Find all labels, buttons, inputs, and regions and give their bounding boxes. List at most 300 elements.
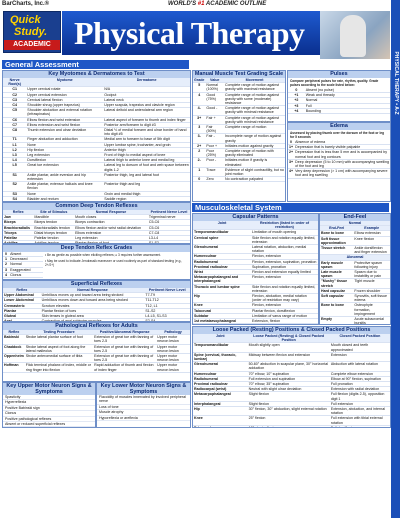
capsular-head: Capsular Patterns xyxy=(193,214,318,221)
table-cell: Ankle plantar, ankle eversion and hip extension xyxy=(26,172,103,181)
table-cell: Flick terminal phalanx of index, middle or ring finger into flexion xyxy=(25,363,93,372)
table-cell: C2 xyxy=(3,92,26,97)
table-cell: Poor - xyxy=(205,158,224,167)
table-cell: +4 xyxy=(288,108,305,113)
table-row xyxy=(3,128,190,137)
table-cell: Extension with radial deviation xyxy=(330,387,390,392)
table-cell: Cervical lateral flexion xyxy=(26,97,103,102)
table-cell: S4 xyxy=(3,196,26,201)
table-row xyxy=(193,425,390,428)
quickstudy-logo xyxy=(3,11,61,53)
table-row xyxy=(320,303,390,317)
table-cell: Posterior thigh and leg xyxy=(103,182,190,191)
table-cell: 1+ xyxy=(289,145,294,150)
table-cell: +1 xyxy=(288,93,305,98)
endfeel-head: End-Feel xyxy=(320,214,390,221)
table-row xyxy=(193,106,285,115)
table-cell: Clonus xyxy=(9,272,43,277)
endfeel-subhead: Normal xyxy=(320,221,390,226)
table-cell: 0 xyxy=(3,252,9,257)
table-cell: Posterior arm/forearm to digit #3 xyxy=(103,122,190,127)
list-item: Positive Babinski sign xyxy=(3,406,95,411)
table-cell: Normal xyxy=(305,98,390,103)
logo-line-1: Quick xyxy=(10,14,41,26)
table-row xyxy=(320,317,390,325)
table-row xyxy=(193,407,390,416)
table-cell: Upper motor neuron lesion xyxy=(156,335,190,344)
table-row xyxy=(320,260,390,269)
table-row xyxy=(3,363,190,372)
table-cell: Normal xyxy=(9,262,43,267)
column-header: Pathology xyxy=(156,330,190,335)
column-header: Pertinent Nerve Level xyxy=(148,210,190,215)
table-row xyxy=(193,125,285,134)
column-header: Myotome xyxy=(26,78,103,87)
table-cell: Plantar flexion of toes xyxy=(41,308,145,313)
table-row xyxy=(320,236,390,245)
grades-notes xyxy=(43,252,190,278)
table-cell: Oppenheim xyxy=(3,354,25,363)
table-cell: 2- xyxy=(193,158,205,167)
table-cell: Upper motor neuron lesion xyxy=(156,354,190,363)
column-header: Joint xyxy=(193,334,248,343)
table-cell: Extension, flexion xyxy=(251,319,318,324)
myotomes-box xyxy=(2,70,191,202)
table-cell: Glenohumeral xyxy=(193,245,251,254)
superficial-head: Superficial Reflexes xyxy=(3,281,190,288)
table-cell: Spine (cervical, thoracic, lumbar) xyxy=(193,352,248,361)
table-cell: 4 xyxy=(193,92,205,106)
table-cell: Stroke anteromedial surface of tibia xyxy=(25,354,93,363)
table-cell: C6 xyxy=(3,117,26,122)
table-cell: Talocrural xyxy=(193,308,251,313)
page-title: Physical Therapy xyxy=(74,15,305,51)
table-cell: +3 xyxy=(288,103,305,108)
table-cell: C3 xyxy=(3,97,26,102)
pulses-box xyxy=(287,70,391,122)
column-header: Site of Stimulus xyxy=(33,210,74,215)
table-cell: 50-60° abduction in scapular plane, 30° horizontal adduction xyxy=(248,362,329,371)
table-row xyxy=(193,235,318,244)
column-header: Dermatome xyxy=(103,78,190,87)
table-cell: 1 xyxy=(3,257,9,262)
edema-intro: Assessed by placing thumb over the dorsum of the foot or leg for 5 seconds xyxy=(290,131,385,139)
grades-content xyxy=(3,252,190,278)
table-cell: Extension of great toe with fanning of toes 2-5 xyxy=(93,344,156,353)
pathological-head: Pathological Reflexes for Adults xyxy=(3,323,190,330)
table-cell: Complete range of motion against gravity with maximal resistance xyxy=(224,83,285,92)
title-band xyxy=(62,11,320,55)
table-cell: Initiates motion against gravity xyxy=(224,143,285,148)
table-cell: Cremasteric xyxy=(3,303,41,308)
table-cell: Distal triceps tendon xyxy=(33,230,74,235)
table-row xyxy=(193,149,285,158)
table-cell: Gluteal xyxy=(3,314,41,319)
table-cell: Proximal radioulnar xyxy=(193,264,251,269)
column-header: Pertinent Nerve Level xyxy=(144,288,190,293)
table-cell: 30° flexion, 30° abduction, slight external rotation xyxy=(248,407,330,416)
table-cell: Upper cervical extension xyxy=(26,92,103,97)
table-row xyxy=(193,387,390,392)
table-cell: Thoracic and lumbar spine xyxy=(193,284,251,293)
table-cell: Metacarpophalangeal xyxy=(193,392,248,401)
table-cell: Absence of edema xyxy=(294,140,390,145)
table-cell: L4 xyxy=(3,158,26,163)
superficial-table xyxy=(3,288,190,322)
table-cell: Leg extension xyxy=(74,236,148,241)
table-cell: Thumb extension and ulnar deviation xyxy=(26,128,103,137)
table-row xyxy=(320,294,390,303)
table-cell: Achilles tendon xyxy=(33,241,74,244)
table-cell: Subtalar xyxy=(193,313,251,318)
table-cell: Medial arm to forearm to base of 5th digit xyxy=(103,137,190,142)
list-item: Clonus xyxy=(3,411,95,416)
table-cell: Brachioradialis tendon xyxy=(33,225,74,230)
table-cell: Radiohumeral xyxy=(193,259,251,264)
column-header: Nerve Root(s) xyxy=(3,78,26,87)
table-row xyxy=(3,272,43,277)
table-cell: Complete range of motion with gravity eliminated xyxy=(224,149,285,158)
table-cell: Flexion, extension xyxy=(251,275,318,284)
table-cell: Fair - xyxy=(205,134,224,143)
capsular-box xyxy=(192,213,319,325)
column-header: Example xyxy=(353,226,390,231)
table-cell: C5 xyxy=(3,108,26,117)
loose-packed-table xyxy=(193,334,390,428)
table-cell: Full dorsiflexion xyxy=(330,425,390,428)
table-cell: 70° elbow, 35° supination xyxy=(248,382,330,387)
table-cell: 4- xyxy=(193,106,205,115)
logo-line-2: Study. xyxy=(14,26,48,38)
table-cell: C8 xyxy=(3,128,26,137)
table-cell: Soft tissue approximation xyxy=(320,236,353,245)
column-header: Loose Packed (Resting) & Closed Packed Position xyxy=(248,334,330,343)
table-cell: Midway between flexion and extension xyxy=(248,352,330,361)
table-cell: Hard capsular xyxy=(320,288,353,293)
lmn-box xyxy=(96,382,191,428)
table-cell: L2 xyxy=(3,147,26,152)
table-cell: Achilles xyxy=(3,241,33,244)
tagline xyxy=(168,1,266,7)
pulses-table xyxy=(288,88,390,114)
table-cell: Lateral thigh to anterior knee and medial leg xyxy=(103,158,190,163)
table-cell: L3 xyxy=(3,153,26,158)
table-cell: S2-S4 xyxy=(144,319,190,322)
table-cell: Synovitis, soft tissue edema xyxy=(353,294,390,303)
table-row xyxy=(3,344,190,353)
table-cell: Zero xyxy=(205,177,224,182)
table-cell: Biceps xyxy=(3,220,33,225)
table-cell: T1 xyxy=(3,137,26,142)
capsular-table xyxy=(193,221,318,325)
table-cell: T11-T12 xyxy=(144,298,190,303)
side-tab-label: PHYSICAL THERAPY • A-Z xyxy=(393,51,399,115)
table-cell: S1 xyxy=(3,172,26,181)
section-general-assessment: General Assessment xyxy=(2,60,189,69)
table-cell: S1-S2 xyxy=(144,308,190,313)
table-cell: Finger abduction and adduction xyxy=(26,137,103,142)
table-cell: Radiohumeral xyxy=(193,376,248,381)
table-cell: Interphalangeal xyxy=(193,401,248,406)
umn-head: Key Upper Motor Neuron Signs & Symptoms xyxy=(3,383,95,395)
table-cell: Umbilicus moves down and toward area being stroked xyxy=(41,298,145,303)
list-item: Loss of tone xyxy=(97,405,190,410)
table-cell: Knee flexion xyxy=(353,236,390,245)
table-cell: Acute subacromial bursitis xyxy=(353,317,390,325)
table-cell: Complete range of motion against gravity with minimal resistance xyxy=(224,106,285,115)
table-cell: 4+ xyxy=(288,169,294,178)
mmt-head: Manual Muscle Test Grading Scale xyxy=(194,71,284,77)
table-cell: Elbow flexion and wrist extension xyxy=(26,117,103,122)
grades-note-1: • Be as gentle as possible when eliciting reflexes; ≥ 3 requires further assessment. xyxy=(45,253,162,257)
table-cell: C7 xyxy=(3,122,26,127)
table-cell: Very deep depression (> 1 cm) with accompanying severe foot and leg swelling xyxy=(294,169,390,178)
side-tab xyxy=(391,0,400,518)
table-cell: Full extension with tibial external rotation xyxy=(330,416,390,425)
table-row xyxy=(288,159,390,168)
table-cell: Depression that is barely visible palpable xyxy=(294,145,390,150)
mmt-box xyxy=(192,70,286,202)
table-cell: Slight flexion xyxy=(248,401,330,406)
table-cell: Mouth closes xyxy=(74,215,148,220)
column-header: Movement xyxy=(224,78,285,83)
table-cell: L1 xyxy=(3,142,26,147)
table-cell: 3 xyxy=(3,267,9,272)
table-cell: Flexion, abduction, medial rotation (order of restriction may vary) xyxy=(251,294,318,303)
column-header: Normal Response xyxy=(74,210,148,215)
table-cell: Upper motor neuron lesion xyxy=(156,344,190,353)
table-cell: Supination, pronation xyxy=(251,264,318,269)
table-cell: Deep depression (5 to 10 mm) with accompanying swelling of the foot and leg xyxy=(295,159,389,169)
section-musculoskeletal: Musculoskeletal System xyxy=(192,203,389,212)
tendon-head: Common Deep Tendon Reflexes xyxy=(3,203,190,210)
grades-box xyxy=(2,244,191,280)
table-cell: Flexion and extension equally limited xyxy=(251,270,318,275)
table-row xyxy=(193,245,318,254)
column-header: Joint xyxy=(193,221,251,230)
table-cell: Elbow flexion and/or wrist radial deviation xyxy=(74,225,148,230)
tagline-suffix: ACADEMIC OUTLINE xyxy=(204,1,267,7)
table-cell: Ankle plantar, extensor hallucis and knee flexion xyxy=(26,182,103,191)
table-cell: Wrist xyxy=(193,270,251,275)
table-cell: Side flexion and rotation equally limited, extension xyxy=(251,235,318,244)
table-cell: Tissue stretch xyxy=(320,246,353,255)
publisher-label: BarCharts, Inc.® xyxy=(2,1,50,7)
table-cell: Radiocarpal (wrist) xyxy=(193,387,248,392)
list-item: Hyperreflexia xyxy=(3,400,95,405)
table-row xyxy=(320,279,390,288)
endfeel-box xyxy=(319,213,391,325)
umn-box xyxy=(2,382,96,428)
table-row xyxy=(193,294,318,303)
table-row xyxy=(193,259,318,264)
table-cell: Spasm due to instability or pain xyxy=(353,270,390,279)
table-cell: Humeroulnar xyxy=(193,254,251,259)
table-cell: Anal xyxy=(3,319,41,322)
table-cell: Shoulder shrug (upper trapezius) xyxy=(26,103,103,108)
table-cell: Fair (50%) xyxy=(205,125,224,134)
table-cell: Flexion, extension, supination, pronation xyxy=(252,259,317,264)
grades-note-2: • May be used to indicate Jendrassik maneuver or used routinely as part of standard testing (e.g., 2+/2+) xyxy=(45,259,183,267)
table-row xyxy=(193,83,285,92)
table-cell: Umbilicus moves up and toward area being stroked xyxy=(41,293,145,298)
myotomes-table xyxy=(3,78,190,202)
column-header: End-Feel xyxy=(320,226,353,231)
table-cell: Decreased xyxy=(9,257,43,262)
list-item: Flaccidity of muscles innervated by involved peripheral nerve xyxy=(97,395,190,405)
table-cell: Temporomandibular xyxy=(193,343,248,352)
table-row xyxy=(193,275,318,284)
table-cell: Metacarpophalangeal and interphalangeal xyxy=(193,275,251,284)
table-cell: Extension, abduction, and internal rotation xyxy=(330,407,390,416)
table-row xyxy=(288,150,390,159)
table-row xyxy=(320,246,390,255)
table-cell: Upper Abdominal xyxy=(3,293,41,298)
table-cell: Babinski xyxy=(3,335,25,344)
table-cell: C5-C6 xyxy=(148,225,190,230)
table-row xyxy=(320,270,390,279)
table-cell: Empty xyxy=(320,317,353,325)
table-cell: Upper scapula, trapezius and clavicle region xyxy=(103,103,190,108)
column-header: Normal Response xyxy=(41,288,145,293)
table-cell: Complete range of motion against gravity with minimal resistance xyxy=(224,115,285,124)
lmn-list xyxy=(97,395,190,421)
tendon-box xyxy=(2,202,191,244)
table-cell: Jaw xyxy=(3,215,33,220)
table-row xyxy=(193,324,318,325)
table-cell: Limitation of mouth opening xyxy=(251,230,318,235)
table-row xyxy=(193,284,318,293)
table-cell xyxy=(193,324,251,325)
column-header: Testing Procedure xyxy=(25,330,93,335)
table-row xyxy=(193,115,285,124)
table-cell: 4 xyxy=(3,272,9,277)
table-cell: 1st metatarsophalangeal xyxy=(193,319,251,324)
table-cell: Plantar flexion, dorsiflexion xyxy=(251,308,318,313)
table-cell: S1-S2 xyxy=(148,241,190,244)
table-row xyxy=(193,343,390,352)
table-cell: Great toe extension xyxy=(26,163,103,172)
pulses-head: Pulses xyxy=(288,71,390,78)
myotomes-head: Key Myotomes & Dermatomes to Test xyxy=(3,71,190,78)
endfeel-table xyxy=(320,221,390,325)
table-cell: Incomplete range of motion against gravity xyxy=(224,134,285,143)
table-cell: Trace xyxy=(205,167,224,176)
table-row xyxy=(193,392,390,401)
table-cell: None xyxy=(26,191,103,196)
column-header: Reflex xyxy=(3,330,25,335)
table-cell: Neutral with slight ulnar deviation xyxy=(248,387,330,392)
table-cell: Depression that is less than 5 mm and is accompanied by normal foot and leg contours xyxy=(294,150,390,159)
table-cell: +2 xyxy=(288,98,305,103)
table-cell: 25° flexion xyxy=(248,416,330,425)
table-cell: Full xyxy=(305,103,390,108)
table-cell: C4 xyxy=(3,103,26,108)
tagline-number: #1 xyxy=(197,1,205,7)
table-header-row xyxy=(193,221,318,230)
table-cell: Tight muscle xyxy=(353,279,390,288)
table-cell: Patellar xyxy=(3,236,33,241)
edema-table xyxy=(288,140,390,179)
therapy-photo xyxy=(320,11,390,59)
table-row xyxy=(3,108,190,117)
table-cell: Hip xyxy=(193,407,248,416)
table-cell: Contraction of anal sphincter muscles xyxy=(41,319,145,322)
table-cell: Extension xyxy=(330,352,390,361)
table-cell: Elbow extension and wrist flexion xyxy=(26,122,103,127)
table-cell: Stroke lateral plantar surface of foot xyxy=(25,335,93,344)
column-header: Reflex xyxy=(3,210,33,215)
table-cell: 2 xyxy=(3,262,9,267)
table-cell: Hoffman xyxy=(3,363,25,372)
table-cell: Full pronation xyxy=(330,382,390,387)
table-cell: Lateral deltoid and anterolateral arm region xyxy=(103,108,190,117)
table-row xyxy=(3,182,190,191)
table-cell: Talocrural xyxy=(193,425,248,428)
table-cell: Proximal radioulnar xyxy=(193,382,248,387)
table-cell: C5-C6 xyxy=(148,220,190,225)
lmn-head: Key Lower Motor Neuron Signs & Symptoms xyxy=(97,383,190,395)
table-row xyxy=(193,92,285,106)
list-item: Absent or reduced superficial reflexes xyxy=(3,422,95,427)
table-cell: Absent (no pulse) xyxy=(305,88,390,93)
edema-head: Edema xyxy=(288,123,390,130)
superficial-box xyxy=(2,280,191,322)
table-cell: Hip xyxy=(193,294,251,303)
table-cell: Anterior thigh xyxy=(103,147,190,152)
tagline-prefix: WORLD'S xyxy=(168,1,198,7)
table-row xyxy=(193,167,285,176)
table-cell: 70° elbow, 10° supination xyxy=(248,371,330,376)
table-cell: Plantar xyxy=(3,308,41,313)
grades-head: Deep Tendon Reflex Grades xyxy=(3,245,190,252)
table-header-row xyxy=(193,334,390,343)
table-row xyxy=(193,143,285,148)
table-cell: Elbow extension xyxy=(74,230,148,235)
table-cell: Slight flexion xyxy=(248,392,330,401)
table-cell: Scrotum elevates xyxy=(41,303,145,308)
table-cell: Leg extension xyxy=(26,153,103,158)
table-cell: Groin and medial thigh xyxy=(103,191,190,196)
table-cell: N/A xyxy=(103,87,190,92)
table-cell: Dorsiflexion xyxy=(26,158,103,163)
table-cell: Weak and thready xyxy=(305,93,390,98)
table-cell: 0 xyxy=(288,88,305,93)
table-cell: Mouth slightly open xyxy=(248,343,330,352)
table-cell: Saddle region xyxy=(103,196,190,201)
table-row xyxy=(320,288,390,293)
column-header: Grade xyxy=(194,78,205,82)
table-cell: 3+ xyxy=(193,115,205,124)
table-cell: 10° plantar flexion xyxy=(248,425,330,428)
table-cell xyxy=(251,324,318,325)
table-cell: S3 xyxy=(3,191,26,196)
list-item: Spasticity xyxy=(3,395,95,400)
table-cell: Poor (25%) xyxy=(205,149,224,158)
table-cell: Full extension xyxy=(330,401,390,406)
table-cell: Extension of great toe with fanning of toes 2-5 xyxy=(93,354,156,363)
table-cell: Upper lumbar spine, trochanter, and groin xyxy=(103,142,190,147)
table-cell: 2+ xyxy=(288,150,294,159)
table-cell: Lateral neck xyxy=(103,97,190,102)
table-cell: 5 xyxy=(193,83,205,92)
table-cell: Flexion, extension xyxy=(251,254,318,259)
table-cell: Upper cervical rotate xyxy=(26,87,103,92)
table-cell: Distal ⅓ of medial forearm and ulnar border of hand into digit #5 xyxy=(103,128,190,137)
table-cell: Knee xyxy=(193,303,251,308)
table-cell: Side flexion and rotation equally limited, extension xyxy=(251,284,318,293)
table-cell: Glenohumeral xyxy=(193,362,248,371)
